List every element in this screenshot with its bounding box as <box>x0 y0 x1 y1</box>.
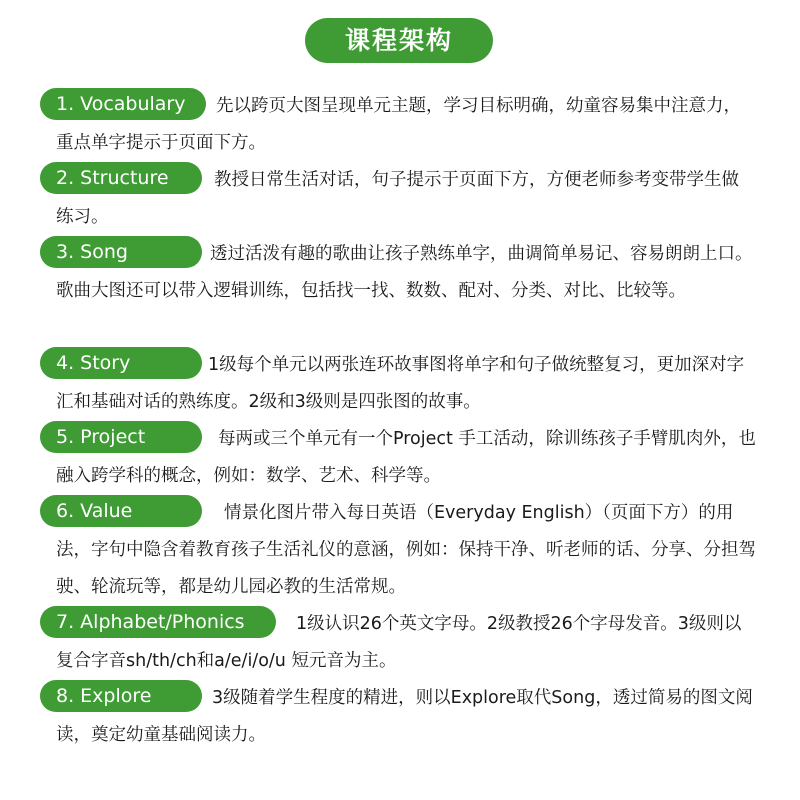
section-text: 1级每个单元以两张连环故事图将单字和句子做统整复习，更加深对字汇和基础对话的熟练度。2级和3级则是四张图的故事。 <box>56 355 745 412</box>
section-text: 透过活泼有趣的歌曲让孩子熟练单字，曲调简单易记、容易朗朗上口。歌曲大图还可以带入逻辑训练，包括找一找、数数、配对、分类、对比、比较等。 <box>56 244 753 301</box>
section-text: 1级认识26个英文字母。2级教授26个字母发音。3级则以复合字音sh/th/ch和a/e/i/o/u 短元音为主。 <box>56 614 742 671</box>
section-label: 4. Story <box>40 347 202 379</box>
section-text: 3级随着学生程度的精进，则以Explore取代Song，透过简易的图文阅读，奠定幼童基础阅读力。 <box>56 688 753 745</box>
section-text: 教授日常生活对话，句子提示于页面下方，方便老师参考变带学生做练习。 <box>56 170 739 227</box>
section-label: 5. Project <box>40 421 202 453</box>
section-label: 1. Vocabulary <box>40 88 206 120</box>
section-text: 先以跨页大图呈现单元主题，学习目标明确，幼童容易集中注意力，重点单字提示于页面下方。 <box>56 96 741 153</box>
section-text: 每两或三个单元有一个Project 手工活动，除训练孩子手臂肌肉外，也融入跨学科的概念，例如：数学、艺术、科学等。 <box>56 429 756 486</box>
section-text: 情景化图片带入每日英语（Everyday English）（页面下方）的用法，字句中隐含着教育孩子生活礼仪的意涵，例如：保持干净、听老师的话、分享、分担驾驶、轮流玩等，都是幼儿园必教的生活常规。 <box>56 503 756 597</box>
page-title: 课程架构 <box>305 18 493 63</box>
section-label: 3. Song <box>40 236 202 268</box>
section-label: 8. Explore <box>40 680 202 712</box>
section-label: 2. Structure <box>40 162 202 194</box>
section-label: 6. Value <box>40 495 202 527</box>
section-label: 7. Alphabet/Phonics <box>40 606 276 638</box>
